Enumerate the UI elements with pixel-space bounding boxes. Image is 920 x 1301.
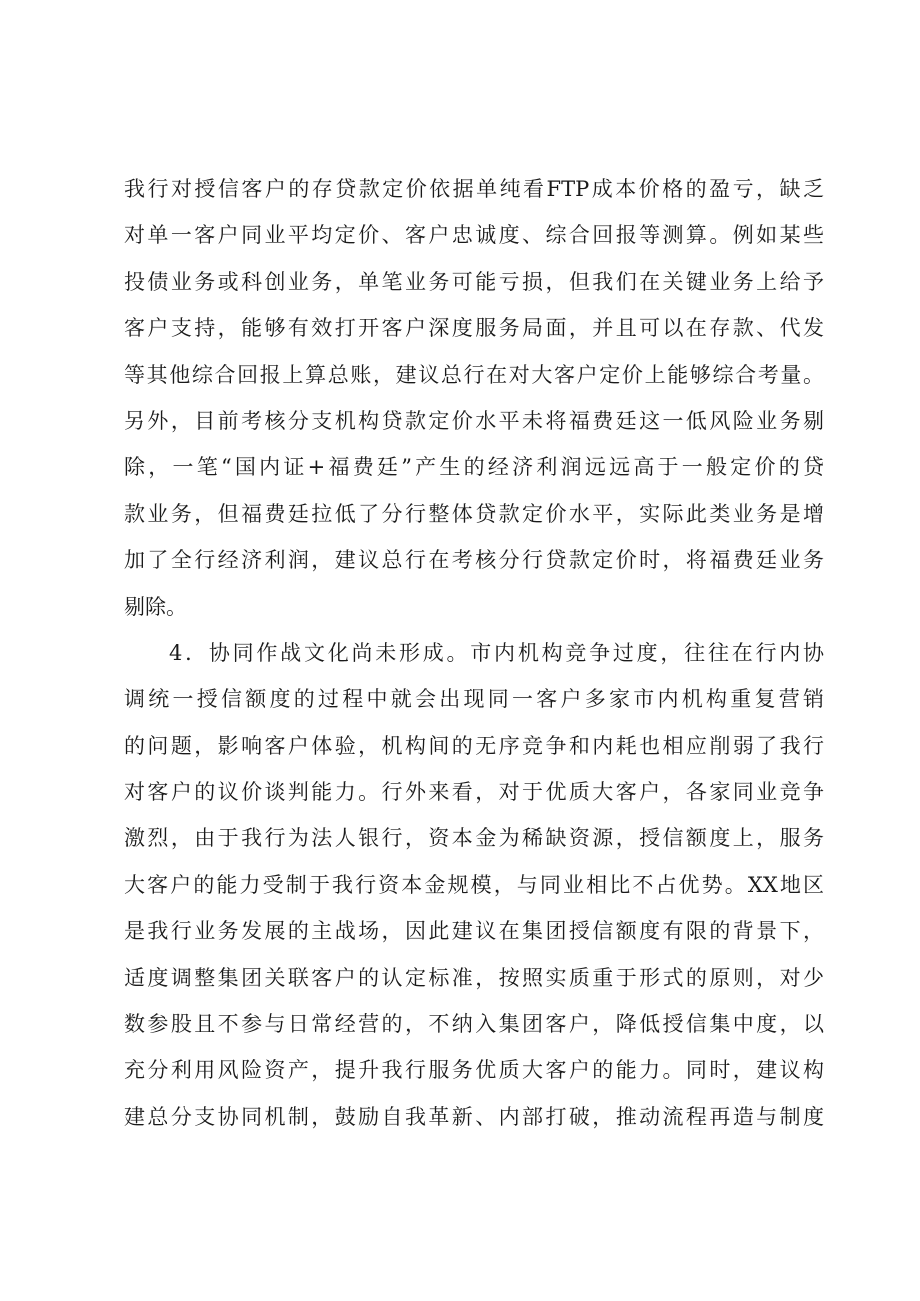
document-body xyxy=(124,166,824,1140)
text-line: 另外，目前考核分支机构贷款定价水平未将福费廷这一低风险业务剔 xyxy=(124,408,824,433)
text-line: 建总分支协同机制，鼓励自我革新、内部打破，推动流程再造与制度 xyxy=(124,1104,824,1129)
text-line: 客户支持，能够有效打开客户深度服务局面，并且可以在存款、代发 xyxy=(124,316,824,341)
text-line: 剔除。 xyxy=(124,594,187,619)
text-line: 对客户的议价谈判能力。行外来看，对于优质大客户，各家同业竞争 xyxy=(124,780,824,805)
text-line: 数参股且不参与日常经营的，不纳入集团客户，降低授信集中度，以 xyxy=(124,1012,824,1037)
paragraph-2 xyxy=(124,630,824,1140)
text-line: 等其他综合回报上算总账，建议总行在对大客户定价上能够综合考量。 xyxy=(124,362,824,387)
text-line: 加了全行经济利润，建议总行在考核分行贷款定价时，将福费廷业务 xyxy=(124,548,824,573)
text-line: 4．协同作战文化尚未形成。市内机构竞争过度，往往在行内协 xyxy=(169,640,824,665)
paragraph-1 xyxy=(124,166,824,630)
text-line: 充分利用风险资产，提升我行服务优质大客户的能力。同时，建议构 xyxy=(124,1058,824,1083)
text-line: 激烈，由于我行为法人银行，资本金为稀缺资源，授信额度上，服务 xyxy=(124,826,824,851)
text-line: 对单一客户同业平均定价、客户忠诚度、综合回报等测算。例如某些 xyxy=(124,223,824,248)
text-line: 适度调整集团关联客户的认定标准，按照实质重于形式的原则，对少 xyxy=(124,965,824,990)
text-line: 款业务，但福费廷拉低了分行整体贷款定价水平，实际此类业务是增 xyxy=(124,501,824,526)
text-line: 除，一笔“国内证+福费廷”产生的经济利润远远高于一般定价的贷 xyxy=(124,455,824,480)
text-line: 我行对授信客户的存贷款定价依据单纯看FTP成本价格的盈亏，缺乏 xyxy=(124,177,824,201)
text-line: 的问题，影响客户体验，机构间的无序竞争和内耗也相应削弱了我行 xyxy=(124,733,824,758)
text-line: 调统一授信额度的过程中就会出现同一客户多家市内机构重复营销 xyxy=(124,687,824,712)
text-line: 大客户的能力受制于我行资本金规模，与同业相比不占优势。XX地区 xyxy=(124,872,824,897)
text-line: 投债业务或科创业务，单笔业务可能亏损，但我们在关键业务上给予 xyxy=(124,269,824,294)
text-line: 是我行业务发展的主战场，因此建议在集团授信额度有限的背景下， xyxy=(124,919,824,944)
